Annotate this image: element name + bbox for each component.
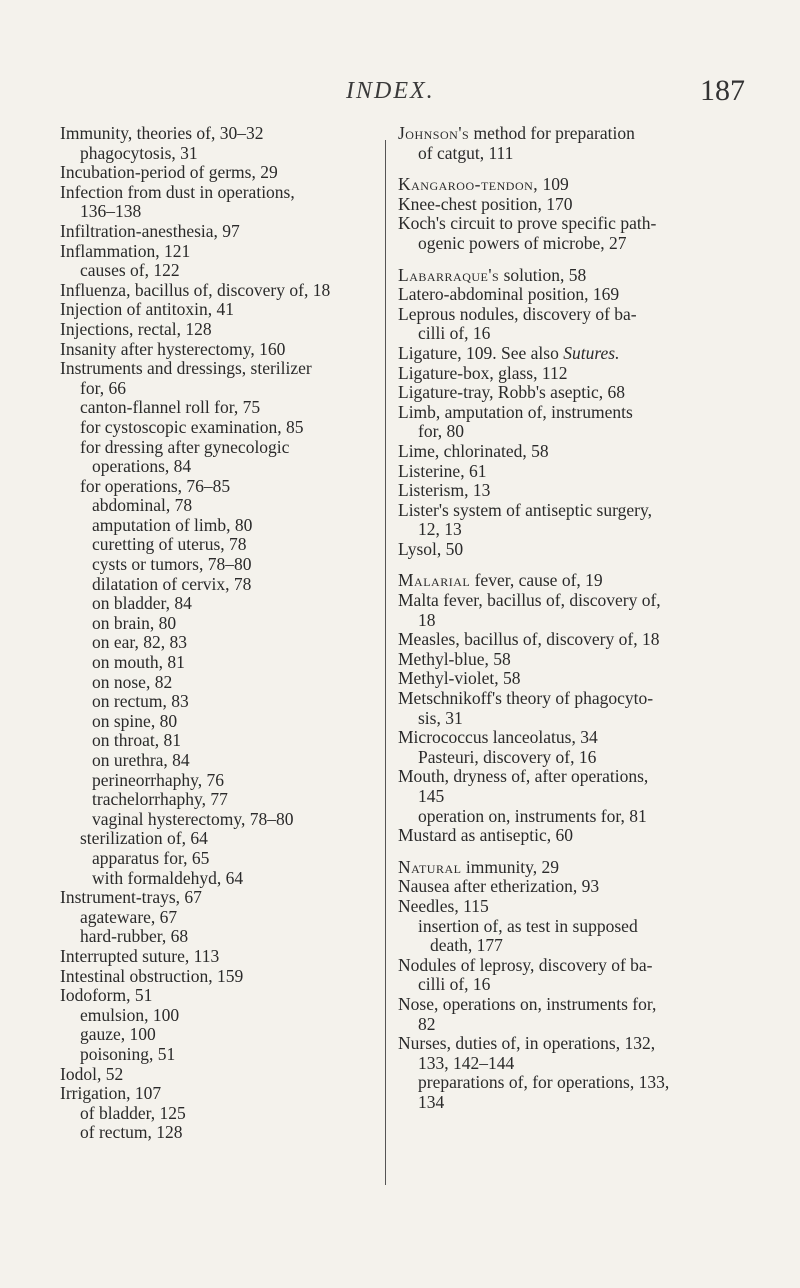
entry-text: insertion of, as test in supposed [418, 915, 638, 936]
entry-text: Infection from dust in operations, [60, 181, 295, 202]
entry-text: on bladder, 84 [92, 593, 192, 614]
entry-text: phagocytosis, 31 [80, 142, 198, 163]
page-title: INDEX. [346, 78, 435, 104]
index-column-right [398, 124, 748, 1113]
index-entry [60, 810, 380, 830]
index-entry [398, 501, 748, 521]
index-entry [60, 320, 380, 340]
index-entry [60, 379, 380, 399]
index-entry [398, 234, 748, 254]
index-entry [60, 908, 380, 928]
index-entry [60, 947, 380, 967]
index-entry [60, 300, 380, 320]
page-header [0, 74, 800, 114]
index-entry [398, 975, 748, 995]
index-entry [398, 709, 748, 729]
index-entry [60, 986, 380, 1006]
index-entry [398, 689, 748, 709]
index-entry [398, 826, 748, 846]
index-entry [60, 124, 380, 144]
entry-headword: Johnson's [398, 123, 470, 143]
index-entry [60, 967, 380, 987]
index-entry [398, 403, 748, 423]
index-entry [60, 516, 380, 536]
entry-text: Ligature-tray, Robb's aseptic, 68 [398, 382, 626, 403]
index-entry [60, 398, 380, 418]
entry-text: Ligature, 109. See also [398, 342, 564, 363]
entry-text: on brain, 80 [92, 612, 177, 633]
index-entry [60, 1065, 380, 1085]
entry-text: cilli of, 16 [418, 974, 491, 995]
entry-text: solution, 58 [499, 264, 587, 285]
index-entry [398, 1015, 748, 1035]
index-entry [60, 653, 380, 673]
entry-text: Nurses, duties of, in operations, 132, [398, 1033, 656, 1054]
entry-text: perineorrhaphy, 76 [92, 769, 225, 790]
entry-headword: Kangaroo-tendon, [398, 174, 539, 195]
entry-text: Listerism, 13 [398, 480, 491, 501]
index-entry [398, 611, 748, 631]
entry-text: Injections, rectal, 128 [60, 318, 212, 339]
entry-text: Metschnikoff's theory of phagocyto- [398, 688, 654, 709]
entry-text: Instrument-trays, 67 [60, 887, 202, 908]
index-entry [60, 222, 380, 242]
index-entry [398, 540, 748, 560]
index-entry [398, 630, 748, 650]
entry-text: Nose, operations on, instruments for, [398, 993, 657, 1014]
entry-text: 136–138 [80, 201, 142, 222]
index-entry [60, 1104, 380, 1124]
entry-text: 109 [538, 174, 569, 195]
index-entry [398, 422, 748, 442]
index-entry [398, 520, 748, 540]
entry-text: cilli of, 16 [418, 323, 491, 344]
index-entry [398, 344, 748, 364]
entry-text: sterilization of, 64 [80, 828, 208, 849]
index-entry [60, 163, 380, 183]
entry-text: Nausea after etherization, 93 [398, 876, 600, 897]
index-entry [398, 748, 748, 768]
entry-text: on spine, 80 [92, 710, 178, 731]
entry-text: death, 177 [430, 935, 503, 956]
entry-text: on mouth, 81 [92, 652, 185, 673]
entry-text: on nose, 82 [92, 671, 173, 692]
entry-text: poisoning, 51 [80, 1043, 176, 1064]
index-entry [60, 869, 380, 889]
index-entry [60, 418, 380, 438]
page-number: 187 [700, 74, 745, 107]
entry-text: Iodoform, 51 [60, 985, 153, 1006]
index-entry [60, 496, 380, 516]
index-entry [60, 261, 380, 281]
index-entry [398, 364, 748, 384]
entry-text: on urethra, 84 [92, 750, 190, 770]
index-entry [398, 481, 748, 501]
index-entry [398, 591, 748, 611]
entry-text: for, 66 [80, 377, 126, 398]
entry-text: on ear, 82, 83 [92, 632, 188, 653]
index-entry [398, 324, 748, 344]
index-entry [398, 767, 748, 787]
entry-text: preparations of, for operations, 133, [418, 1072, 670, 1093]
index-entry [60, 1006, 380, 1026]
index-entry [398, 144, 748, 164]
entry-text: Methyl-blue, 58 [398, 648, 511, 669]
index-entry [60, 1123, 380, 1143]
index-entry [60, 790, 380, 810]
index-entry [60, 281, 380, 301]
entry-text: Micrococcus lanceolatus, 34 [398, 727, 598, 748]
index-entry [60, 888, 380, 908]
entry-text: operation on, instruments for, 81 [418, 805, 647, 826]
entry-text: fever, cause of, 19 [470, 570, 603, 591]
index-entry [398, 936, 748, 956]
index-entry [60, 1045, 380, 1065]
index-entry [398, 650, 748, 670]
entry-cross-reference: Sutures. [563, 342, 620, 363]
index-entry [398, 214, 748, 234]
entry-text: Pasteuri, discovery of, 16 [418, 746, 597, 767]
entry-text: of catgut, 111 [418, 142, 514, 163]
index-entry [398, 877, 748, 897]
index-entry [60, 927, 380, 947]
entry-text: Nodules of leprosy, discovery of ba- [398, 954, 653, 975]
entry-text: Incubation-period of germs, 29 [60, 162, 278, 183]
entry-text: agateware, 67 [80, 906, 178, 927]
index-entry [60, 359, 380, 379]
index-entry [398, 728, 748, 748]
entry-text: Ligature-box, glass, 112 [398, 362, 568, 383]
index-entry [398, 956, 748, 976]
entry-headword: Natural [398, 856, 462, 877]
index-entry [60, 555, 380, 575]
entry-text: trachelorrhaphy, 77 [92, 789, 228, 810]
entry-text: Insanity after hysterectomy, 160 [60, 338, 286, 359]
entry-text: for dressing after gynecologic [80, 436, 290, 457]
index-entry [60, 731, 380, 751]
index-entry [398, 571, 748, 591]
entry-text: abdominal, 78 [92, 495, 193, 516]
index-entry [398, 1034, 748, 1054]
entry-text: 82 [418, 1013, 436, 1034]
entry-text: Measles, bacillus of, discovery of, 18 [398, 629, 660, 650]
entry-text: Lime, chlorinated, 58 [398, 440, 549, 461]
entry-text: Immunity, theories of, 30–32 [60, 123, 264, 143]
entry-text: Listerine, 61 [398, 460, 487, 481]
entry-text: sis, 31 [418, 707, 463, 728]
index-entry [60, 242, 380, 262]
index-entry [398, 669, 748, 689]
entry-text: Mouth, dryness of, after operations, [398, 766, 649, 787]
entry-text: causes of, 122 [80, 260, 180, 281]
index-entry [398, 1073, 748, 1093]
index-entry [60, 340, 380, 360]
entry-text: Knee-chest position, 170 [398, 193, 573, 214]
entry-text: for operations, 76–85 [80, 475, 231, 496]
entry-text: dilatation of cervix, 78 [92, 573, 252, 594]
index-entry [398, 124, 748, 144]
entry-text: of bladder, 125 [80, 1102, 186, 1123]
index-entry [398, 305, 748, 325]
index-entry [60, 457, 380, 477]
entry-text: Influenza, bacillus of, discovery of, 18 [60, 279, 331, 300]
index-entry [398, 995, 748, 1015]
index-entry [60, 438, 380, 458]
index-entry [60, 614, 380, 634]
entry-text: 145 [418, 786, 445, 806]
index-entry [398, 285, 748, 305]
index-entry [398, 175, 748, 195]
entry-text: hard-rubber, 68 [80, 926, 189, 947]
entry-text: operations, 84 [92, 456, 192, 477]
entry-text: Leprous nodules, discovery of ba- [398, 303, 637, 324]
entry-text: Iodol, 52 [60, 1063, 124, 1084]
entry-text: vaginal hysterectomy, 78–80 [92, 808, 294, 829]
entry-text: Inflammation, 121 [60, 240, 191, 261]
entry-text: for, 80 [418, 421, 464, 442]
entry-text: Irrigation, 107 [60, 1083, 162, 1104]
index-entry [60, 751, 380, 771]
entry-text: cysts or tumors, 78–80 [92, 554, 252, 575]
entry-headword: Labarraque's [398, 264, 500, 285]
index-entry [60, 692, 380, 712]
index-entry [60, 575, 380, 595]
index-entry [398, 195, 748, 215]
entry-text: Latero-abdominal position, 169 [398, 284, 620, 305]
entry-text: 12, 13 [418, 519, 462, 540]
index-entry [60, 673, 380, 693]
entry-text: ogenic powers of microbe, 27 [418, 232, 627, 253]
entry-headword: Malarial [398, 570, 471, 591]
entry-text: Needles, 115 [398, 895, 489, 916]
entry-text: of rectum, 128 [80, 1122, 183, 1143]
index-entry [60, 1025, 380, 1045]
index-entry [60, 1084, 380, 1104]
entry-text: Mustard as antiseptic, 60 [398, 825, 573, 846]
entry-text: Methyl-violet, 58 [398, 668, 521, 689]
entry-text: Lister's system of antiseptic surgery, [398, 499, 652, 520]
index-entry [60, 594, 380, 614]
entry-text: amputation of limb, 80 [92, 514, 253, 535]
entry-text: Malta fever, bacillus of, discovery of, [398, 590, 661, 611]
index-entry [60, 183, 380, 203]
index-entry [60, 144, 380, 164]
entry-text: 134 [418, 1091, 445, 1112]
index-entry [398, 787, 748, 807]
entry-text: Koch's circuit to prove specific path- [398, 213, 657, 234]
index-entry [398, 1054, 748, 1074]
index-entry [60, 829, 380, 849]
index-entry [60, 477, 380, 497]
index-entry [398, 266, 748, 286]
entry-text: on rectum, 83 [92, 691, 189, 712]
entry-text: on throat, 81 [92, 730, 181, 751]
entry-text: emulsion, 100 [80, 1004, 180, 1025]
entry-text: gauze, 100 [80, 1024, 156, 1045]
entry-text: Infiltration-anesthesia, 97 [60, 220, 240, 241]
entry-text: apparatus for, 65 [92, 847, 210, 868]
entry-text: with formaldehyd, 64 [92, 867, 244, 888]
index-entry [60, 202, 380, 222]
entry-text: immunity, 29 [461, 856, 560, 877]
entry-text: Instruments and dressings, sterilizer [60, 358, 312, 379]
entry-text: Limb, amputation of, instruments [398, 401, 633, 422]
entry-text: 133, 142–144 [418, 1052, 515, 1073]
index-entry [398, 462, 748, 482]
entry-text: Injection of antitoxin, 41 [60, 299, 234, 320]
index-entry [60, 771, 380, 791]
index-entry [60, 535, 380, 555]
index-entry [60, 849, 380, 869]
index-entry [60, 633, 380, 653]
index-entry [398, 807, 748, 827]
entry-text: canton-flannel roll for, 75 [80, 397, 261, 418]
index-entry [398, 897, 748, 917]
index-entry [398, 1093, 748, 1113]
column-divider [385, 140, 386, 1185]
entry-text: curetting of uterus, 78 [92, 534, 247, 555]
index-entry [398, 442, 748, 462]
index-column-left [60, 124, 380, 1143]
entry-text: for cystoscopic examination, 85 [80, 416, 304, 437]
entry-text: method for preparation [469, 123, 635, 143]
index-entry [60, 712, 380, 732]
entry-text: Lysol, 50 [398, 538, 464, 559]
index-entry [398, 917, 748, 937]
index-entry [398, 383, 748, 403]
entry-text: Intestinal obstruction, 159 [60, 965, 244, 986]
entry-text: Interrupted suture, 113 [60, 945, 220, 966]
entry-text: 18 [418, 609, 436, 630]
index-entry [398, 858, 748, 878]
